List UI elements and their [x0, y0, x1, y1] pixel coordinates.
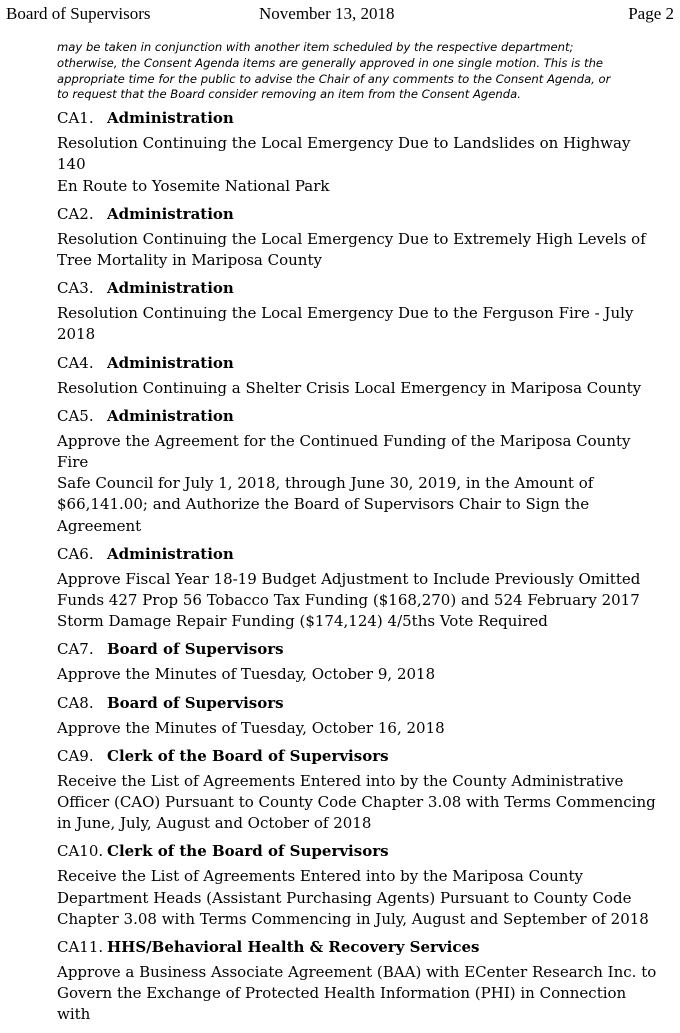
agenda-item-code: CA8. [57, 693, 94, 712]
agenda-item [57, 693, 657, 739]
agenda-item-department: Board of Supervisors [107, 640, 284, 659]
agenda-item-description [57, 771, 657, 835]
agenda-item-heading [57, 937, 657, 957]
agenda-item-description-line: Resolution Continuing a Shelter Crisis Local Emergency in Mariposa County [57, 378, 642, 397]
agenda-item-description [57, 431, 657, 537]
agenda-item-description-line: Agreement [57, 516, 142, 535]
agenda-item-description-line: Resolution Continuing the Local Emergency Due to the Ferguson Fire - July [57, 304, 634, 323]
agenda-item-heading [57, 841, 657, 861]
agenda-item-department: Administration [107, 353, 234, 372]
agenda-item [57, 746, 657, 835]
agenda-item [57, 639, 657, 685]
agenda-item-heading [57, 204, 657, 224]
agenda-item-description-line: Govern the Exchange of Protected Health Information (PHI) in Connection with [57, 984, 627, 1024]
agenda-item-description [57, 569, 657, 633]
consent-agenda-content [57, 40, 657, 1033]
agenda-item-department: Administration [107, 406, 234, 425]
agenda-item-code: CA3. [57, 279, 94, 298]
agenda-item-description-line: Tree Mortality in Mariposa County [57, 251, 322, 269]
agenda-item-description-line: Officer (CAO) Pursuant to County Code Chapter 3.08 with Terms Commencing [57, 793, 656, 812]
agenda-item-heading [57, 693, 657, 713]
agenda-item-description-line: 2018 [57, 325, 96, 344]
agenda-item-description-line: Receive the List of Agreements Entered into by the County Administrative [57, 771, 624, 790]
agenda-item-heading [57, 746, 657, 766]
agenda-item-description-line: Receive the List of Agreements Entered into by the Mariposa County [57, 867, 583, 886]
agenda-item-description-line: Chapter 3.08 with Terms Commencing in July, August and September of 2018 [57, 909, 649, 928]
agenda-item [57, 937, 657, 1026]
intro-line: to request that the Board consider removing an item from the Consent Agenda. [57, 87, 521, 102]
agenda-item [57, 353, 657, 399]
agenda-item-heading [57, 544, 657, 564]
agenda-item-description-line: $66,141.00; and Authorize the Board of Supervisors Chair to Sign the [57, 495, 590, 514]
agenda-item [57, 544, 657, 633]
agenda-item-description [57, 133, 657, 197]
agenda-item-description-line: in June, July, August and October of 2018 [57, 814, 372, 833]
agenda-item-department: Administration [107, 544, 234, 563]
agenda-item-description-line: Approve the Minutes of Tuesday, October 16, 2018 [57, 718, 445, 737]
intro-line: otherwise, the Consent Agenda items are generally approved in one single motion. This is the [57, 55, 604, 70]
agenda-item-code: CA1. [57, 109, 94, 128]
agenda-item-description [57, 378, 657, 399]
agenda-item-code: CA2. [57, 204, 94, 223]
agenda-item [57, 841, 657, 930]
agenda-item-description [57, 718, 657, 739]
agenda-item-description [57, 866, 657, 930]
header-page-number: Page 2 [628, 4, 674, 23]
agenda-item-description-line: Resolution Continuing the Local Emergency Due to Extremely High Levels of [57, 229, 646, 248]
intro-line: may be taken in conjunction with another item scheduled by the respective department; [57, 40, 574, 54]
header-board-name: Board of Supervisors [6, 4, 151, 23]
agenda-item-department: Administration [107, 109, 234, 128]
agenda-item-department: Board of Supervisors [107, 693, 284, 712]
agenda-item-code: CA10. [57, 842, 104, 861]
agenda-item-department: Clerk of the Board of Supervisors [107, 842, 389, 861]
agenda-item-heading [57, 406, 657, 426]
agenda-item-department: HHS/Behavioral Health & Recovery Services [107, 938, 480, 957]
agenda-item-description-line: Approve the Minutes of Tuesday, October 9, 2018 [57, 665, 436, 684]
agenda-item [57, 204, 657, 271]
agenda-item-heading [57, 353, 657, 373]
agenda-item-code: CA9. [57, 746, 94, 765]
agenda-item-description-line: Resolution Continuing the Local Emergency Due to Landslides on Highway 140 [57, 134, 631, 174]
header-meeting-date: November 13, 2018 [259, 4, 395, 23]
agenda-item-heading [57, 278, 657, 298]
agenda-item [57, 406, 657, 537]
agenda-item-description-line: Department Heads (Assistant Purchasing Agents) Pursuant to County Code [57, 888, 632, 907]
agenda-item-description-line: Approve Fiscal Year 18-19 Budget Adjustment to Include Previously Omitted [57, 569, 641, 588]
agenda-item-department: Administration [107, 204, 234, 223]
agenda-item-description [57, 303, 657, 345]
agenda-item-code: CA6. [57, 544, 94, 563]
agenda-item-description-line: Storm Damage Repair Funding ($174,124) 4/5ths Vote Required [57, 612, 548, 631]
agenda-item-description-line: Safe Council for July 1, 2018, through June 30, 2019, in the Amount of [57, 474, 594, 493]
agenda-item-department: Administration [107, 279, 234, 298]
agenda-item-code: CA5. [57, 406, 94, 425]
agenda-item-description-line: Funds 427 Prop 56 Tobacco Tax Funding ($168,270) and 524 February 2017 [57, 591, 640, 610]
agenda-item-description-line: En Route to Yosemite National Park [57, 176, 330, 195]
agenda-item-department: Clerk of the Board of Supervisors [107, 746, 389, 765]
page-header [6, 3, 674, 25]
agenda-item-code: CA7. [57, 640, 94, 659]
consent-agenda-items [57, 108, 657, 1025]
agenda-item-code: CA11. [57, 938, 104, 957]
consent-agenda-intro [57, 40, 657, 103]
agenda-item-heading [57, 639, 657, 659]
agenda-item-description [57, 664, 657, 685]
intro-line: appropriate time for the public to advise the Chair of any comments to the Consent Agenda, or [57, 71, 611, 86]
agenda-item [57, 108, 657, 197]
agenda-item-description-line: Approve the Agreement for the Continued Funding of the Mariposa County Fire [57, 431, 631, 472]
agenda-item-description-line: Approve a Business Associate Agreement (BAA) with ECenter Research Inc. to [57, 963, 657, 982]
agenda-item-code: CA4. [57, 353, 94, 372]
agenda-item-heading [57, 108, 657, 128]
agenda-item-description [57, 229, 657, 271]
agenda-item [57, 278, 657, 345]
agenda-item-description [57, 962, 657, 1026]
